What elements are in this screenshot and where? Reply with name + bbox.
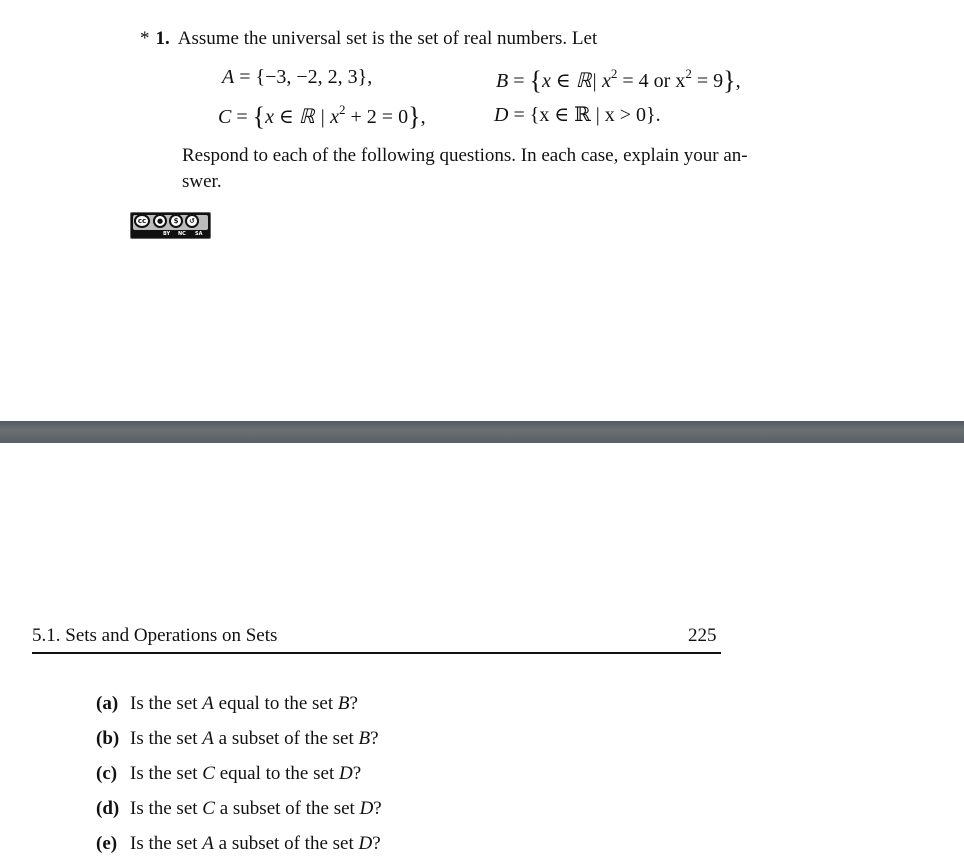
running-header-section: 5.1. Sets and Operations on Sets (32, 625, 278, 646)
set-c-definition: C = {x ∈ ℝ | $x^2 + 2 = 0$}, (218, 102, 426, 131)
question-b: (b) Is the set A a subset of the set B? (96, 728, 379, 749)
cc-license-badge[interactable] (130, 212, 211, 239)
set-d-elements: {x ∈ ℝ | x > 0}. (529, 104, 661, 126)
set-b-condition-start: x ∈ ℝ| x (541, 70, 611, 92)
cc-icon: cc (134, 214, 150, 228)
set-b-condition-end: = 9 (691, 70, 724, 92)
set-b-condition-mid: = 4 or x (617, 70, 686, 92)
by-icon: ● (153, 214, 167, 228)
instructions-paragraph (182, 143, 748, 195)
page-number: 225 (688, 625, 717, 646)
nc-label: NC (178, 231, 186, 237)
problem-intro: Assume the universal set is the set of real numbers. Let (177, 28, 598, 49)
page-separator (0, 421, 964, 443)
question-e: (e) Is the set A a subset of the set D? (96, 833, 381, 854)
set-c-condition-end: + 2 = 0 (345, 106, 409, 128)
set-a-definition: A = {−3, −2, 2, 3}, (222, 66, 373, 88)
sa-label: SA (195, 231, 203, 237)
starred-marker: * (140, 28, 150, 49)
by-label: BY (163, 231, 171, 237)
question-d: (d) Is the set C a subset of the set D? (96, 798, 382, 819)
nc-icon: $ (169, 214, 183, 228)
instructions-line-2: swer. (182, 171, 222, 192)
instructions-line-1: Respond to each of the following questions. In each case, explain your an- (182, 145, 748, 166)
set-c-condition-start: x ∈ ℝ | x (265, 106, 340, 128)
header-rule (32, 652, 721, 654)
set-d-definition: D = {x ∈ ℝ | x > 0}. (494, 104, 661, 126)
question-c: (c) Is the set C equal to the set D? (96, 763, 362, 784)
set-b-definition: B = {x ∈ ℝ| $x^2 = 4$ or $x^2 = 9$}, (496, 66, 741, 95)
problem-statement (140, 28, 597, 50)
problem-number: 1. (155, 28, 170, 49)
set-a-elements: {−3, −2, 2, 3}, (255, 66, 373, 88)
question-a: (a) Is the set A equal to the set B? (96, 693, 358, 714)
sa-icon: ↺ (185, 214, 199, 228)
